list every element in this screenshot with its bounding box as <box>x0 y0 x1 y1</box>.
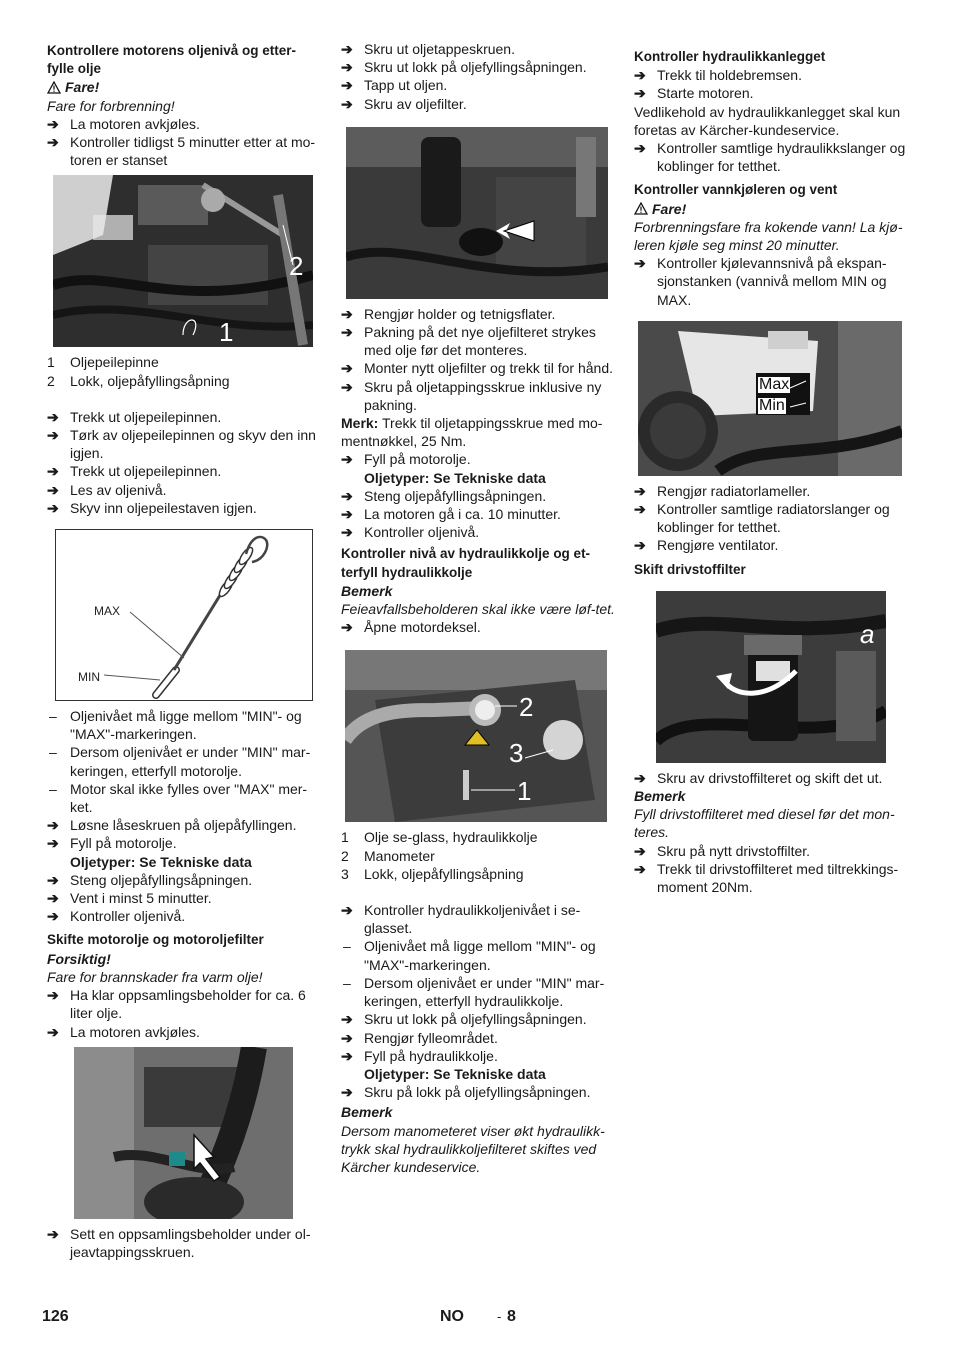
callout-2: 2 <box>519 692 534 723</box>
step: ➔ Skru på oljetappingsskrue inklusive ny pakning. <box>341 378 615 414</box>
paragraph: Vedlikehold av hydraulikkanlegget skal kun foretas av Kärcher-kundeservice. <box>634 103 901 138</box>
dipstick-diagram <box>55 529 313 701</box>
remark-text: Feieavfallsbeholderen skal ikke være løf-tet. <box>341 601 615 618</box>
step: ➔ Tørk av oljepeilepinnen og skyv den inn igjen. <box>47 426 321 462</box>
dipstick-min-label: MIN <box>78 670 100 685</box>
step: ➔ Rengjør fylleområdet. <box>341 1029 615 1047</box>
step: ➔ Rengjøre ventilator. <box>634 536 910 554</box>
step: ➔ Kontroller samtlige radiatorslanger og koblinger for tetthet. <box>634 500 910 536</box>
step: ➔ Tapp ut oljen. <box>341 76 615 94</box>
coolant-max-label: Max <box>759 375 790 393</box>
step: ➔ Vent i minst 5 minutter. <box>47 889 321 907</box>
legend-item: 1 Oljepeilepinne <box>47 354 159 371</box>
language-code: NO <box>440 1308 464 1325</box>
step: ➔ Sett en oppsamlingsbeholder under ol-jeavtappingsskruen. <box>47 1225 321 1261</box>
column-2 <box>341 40 615 1176</box>
note: Merk: Trekk til oljetappingsskrue med mo-mentnøkkel, 25 Nm. <box>341 415 603 450</box>
hydraulic-tank-photo <box>345 650 607 822</box>
column-3 <box>634 46 910 896</box>
step: ➔ Skru ut oljetappeskruen. <box>341 40 615 58</box>
callout-2: 2 <box>289 251 304 282</box>
note-dash: – Oljenivået må ligge mellom "MIN"- og "MAX"-markeringen. <box>47 707 321 743</box>
step: ➔ Skru ut lokk på oljefyllingsåpningen. <box>341 58 615 76</box>
heading-fuel-filter: Skift drivstoffilter <box>634 561 746 577</box>
step: ➔ Starte motoren. <box>634 84 910 102</box>
step: ➔ Kontroller tidligst 5 minutter etter at mo-toren er stanset <box>47 133 321 169</box>
note-dash: – Oljenivået må ligge mellom "MIN"- og "MAX"-markeringen. <box>341 937 615 973</box>
step: ➔ Fyll på motorolje. <box>341 450 615 468</box>
step: ➔ Rengjør holder og tetnigsflater. <box>341 305 615 323</box>
remark-label: Bemerk <box>341 582 393 599</box>
step: ➔ La motoren avkjøles. <box>47 115 321 133</box>
step: ➔ Kontroller samtlige hydraulikkslanger og koblinger for tetthet. <box>634 139 910 175</box>
step: ➔ Fyll på hydraulikkolje. <box>341 1047 615 1065</box>
step: ➔ Fyll på motorolje. <box>47 834 321 852</box>
dipstick-max-label: MAX <box>94 604 121 619</box>
step: ➔ La motoren gå i ca. 10 minutter. <box>341 505 615 523</box>
engine-oil-photo <box>53 175 313 347</box>
callout-a: a <box>860 618 875 649</box>
heading-hydraulic-system: Kontroller hydraulikkanlegget <box>634 49 826 64</box>
danger-warning <box>634 200 910 218</box>
note-dash: – Dersom oljenivået er under "MIN" mar-keringen, etterfyll motorolje. <box>47 743 321 779</box>
remark-label: Bemerk <box>341 1104 393 1121</box>
coolant-min-label: Min <box>759 396 785 414</box>
step: ➔ Skru av oljefilter. <box>341 95 615 113</box>
step: ➔ Trekk til drivstoffilteret med tiltrekkings-moment 20Nm. <box>634 860 910 896</box>
warning-triangle-icon <box>47 81 61 94</box>
step: ➔ Ha klar oppsamlingsbeholder for ca. 6 liter olje. <box>47 986 321 1022</box>
note-dash: – Motor skal ikke fylles over "MAX" mer-ket. <box>47 780 321 816</box>
heading-oil-change: Skifte motorolje og motoroljefilter <box>47 932 264 948</box>
remark-text: Dersom manometeret viser økt hydraulikk-trykk skal hydraulikkoljefilteret skiftes ved Kärcher kundeservice. <box>341 1122 605 1175</box>
step: ➔ Trekk ut oljepeilepinnen. <box>47 408 321 426</box>
warning-label: Fare! <box>652 200 687 217</box>
step: ➔ Kontroller oljenivå. <box>47 907 321 925</box>
coolant-tank-photo <box>638 321 902 476</box>
footer-separator: - <box>497 1309 502 1324</box>
step: ➔ Kontroller oljenivå. <box>341 523 615 541</box>
caution-text: Fare for brannskader fra varm olje! <box>47 968 263 985</box>
step: ➔ Skru på nytt drivstoffilter. <box>634 842 910 860</box>
step: ➔ Trekk ut oljepeilepinnen. <box>47 462 321 480</box>
legend-item: 3 Lokk, oljepåfyllingsåpning <box>341 865 524 882</box>
caution-label: Forsiktig! <box>47 950 111 967</box>
step: ➔ Åpne motordeksel. <box>341 618 615 636</box>
remark-text: Fyll drivstoffilteret med diesel før det mon-teres. <box>634 806 895 841</box>
warning-text: Fare for forbrenning! <box>47 97 175 114</box>
danger-warning <box>47 78 321 96</box>
page-number: 126 <box>42 1308 69 1325</box>
step: ➔ Løsne låseskruen på oljepåfyllingen. <box>47 816 321 834</box>
oil-drain-photo <box>74 1047 293 1219</box>
step: ➔ Steng oljepåfyllingsåpningen. <box>341 487 615 505</box>
legend-item: 2 Manometer <box>341 847 435 864</box>
remark-label: Bemerk <box>634 788 686 805</box>
column-1 <box>47 40 321 1261</box>
section-page-number: 8 <box>507 1308 516 1325</box>
note-dash: – Dersom oljenivået er under "MIN" mar-keringen, etterfyll hydraulikkolje. <box>341 974 615 1010</box>
step: ➔ Skru på lokk på oljefyllingsåpningen. <box>341 1083 615 1101</box>
oil-types-ref: Oljetyper: Se Tekniske data <box>70 853 252 870</box>
step: ➔ Trekk til holdebremsen. <box>634 66 910 84</box>
legend-item: 1 Olje se-glass, hydraulikkolje <box>341 829 538 846</box>
step: ➔ Les av oljenivå. <box>47 481 321 499</box>
step: ➔ Steng oljepåfyllingsåpningen. <box>47 871 321 889</box>
callout-3: 3 <box>509 738 524 769</box>
step: ➔ Skru av drivstoffilteret og skift det ut. <box>634 769 910 787</box>
step: ➔ Kontroller kjølevannsnivå på ekspan-sjonstanken (vannivå mellom MIN og MAX. <box>634 254 910 309</box>
legend-item: 2 Lokk, oljepåfyllingsåpning <box>47 372 230 389</box>
oil-types-ref: Oljetyper: Se Tekniske data <box>364 469 546 486</box>
step: ➔ Skru ut lokk på oljefyllingsåpningen. <box>341 1010 615 1028</box>
step: ➔ Rengjør radiatorlameller. <box>634 482 910 500</box>
fuel-filter-photo <box>656 591 886 763</box>
warning-text: Forbrenningsfare fra kokende vann! La kjø-leren kjøle seg minst 20 minutter. <box>634 218 903 254</box>
warning-triangle-icon <box>634 202 648 215</box>
oil-types-ref: Oljetyper: Se Tekniske data <box>364 1065 546 1082</box>
step: ➔ Skyv inn oljepeilestaven igjen. <box>47 499 321 517</box>
heading-engine-oil-check: Kontrollere motorens oljenivå og etter-fylle olje <box>47 43 297 77</box>
heading-water-cooler: Kontroller vannkjøleren og vent <box>634 182 838 198</box>
step: ➔ La motoren avkjøles. <box>47 1023 321 1041</box>
callout-1: 1 <box>219 317 234 348</box>
heading-hydraulic-oil: Kontroller nivå av hydraulikkolje og et-terfyll hydraulikkolje <box>341 546 591 580</box>
callout-1: 1 <box>517 776 532 807</box>
oil-filter-photo <box>346 127 608 299</box>
step: ➔ Kontroller hydraulikkoljenivået i se-glasset. <box>341 901 615 937</box>
step: ➔ Monter nytt oljefilter og trekk til for hånd. <box>341 359 615 377</box>
warning-label: Fare! <box>65 79 100 96</box>
step: ➔ Pakning på det nye oljefilteret strykes med olje før det monteres. <box>341 323 615 359</box>
